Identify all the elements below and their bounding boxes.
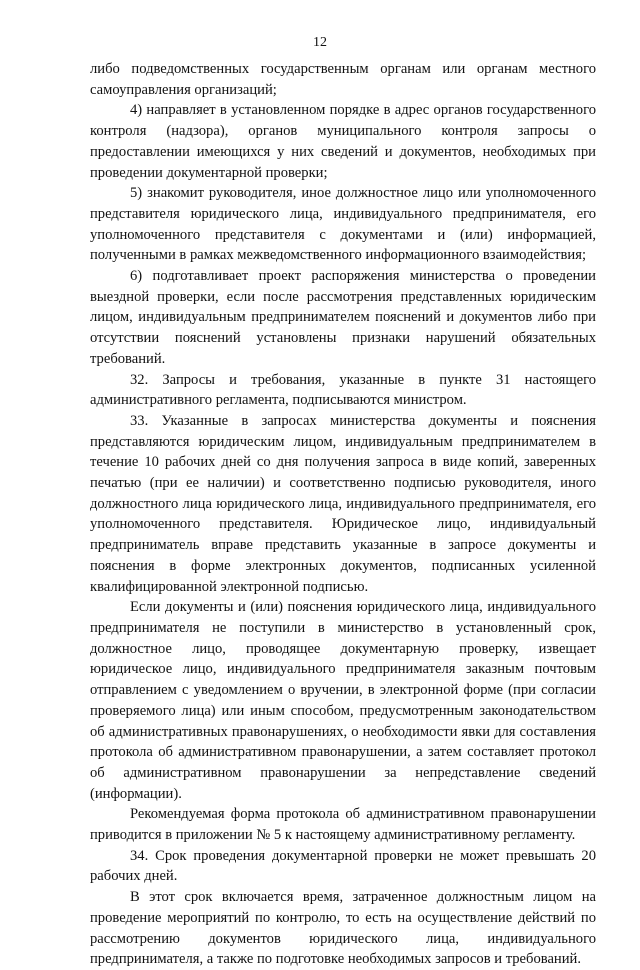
page-number: 12 <box>313 35 327 50</box>
paragraph-clause-32: 32. Запросы и требования, указанные в пункте 31 настоящего административного регламента, подписываются министром. <box>90 371 596 409</box>
paragraph-time-included: В этот срок включается время, затраченное должностным лицом на проведение мероприятий по контролю, то есть на осуществление действий по рассмотрению документов юридического лица, индивидуального предпринимателя, а также по подготовке необходимых запросов и требований. <box>90 889 596 968</box>
paragraph-item-5: 5) знакомит руководителя, иное должностное лицо или уполномоченного представителя юридического лица, индивидуального предпринимателя, его уполномоченного представителя с документами и (или) информацией, полученными в рамках межведомственного информационного взаимодействия; <box>90 185 596 264</box>
paragraph-protocol-form: Рекомендуемая форма протокола об административном правонарушении приводится в приложении № 5 к настоящему административному регламенту. <box>90 806 596 844</box>
paragraph-clause-34: 34. Срок проведения документарной проверки не может превышать 20 рабочих дней. <box>90 847 596 885</box>
paragraph-clause-33: 33. Указанные в запросах министерства документы и пояснения представляются юридическим лицом, индивидуальным предпринимателем в течение 10 рабочих дней со дня получения запроса в виде копий, заверенных печатью (при ее наличии) и соответственно подписью руководителя, иного должностного лица юридического лица, индивидуального предпринимателя, его уполномоченного представителя. Юридическое лицо, индивидуальный предприниматель вправе представить указанные в запросе документы и пояснения в форме электронных документов, подписанных усиленной квалифицированной электронной подписью. <box>90 412 596 595</box>
paragraph-item-4: 4) направляет в установленном порядке в адрес органов государственного контроля (надзора), органов муниципального контроля запросы о предоставлении имеющихся у них сведений и документов, необходимых при проведении документарной проверки; <box>90 102 596 181</box>
paragraph-item-6: 6) подготавливает проект распоряжения министерства о проведении выездной проверки, если после рассмотрения представленных юридическим лицом, индивидуальным предпринимателем пояснений и документов либо при отсутствии пояснений установлены признаки нарушений обязательных требований. <box>90 268 596 367</box>
paragraph-organizations-tail: либо подведомственных государственным органам или органам местного самоуправления организаций; <box>90 61 596 98</box>
paragraph-missing-documents: Если документы и (или) пояснения юридического лица, индивидуального предпринимателя не поступили в министерство в установленный срок, должностное лицо, проводящее документарную проверку, извещает юридическое лицо, индивидуального предпринимателя заказным почтовым отправлением с уведомлением о вручении, в электронной форме (при согласии проверяемого лица) или иным способом, предусмотренным законодательством об административных правонарушениях, о необходимости явки для составления протокола об административном правонарушении, а затем составляет протокол об административном правонарушении за непредставление сведений (информации). <box>90 599 596 802</box>
document-body <box>90 59 596 970</box>
